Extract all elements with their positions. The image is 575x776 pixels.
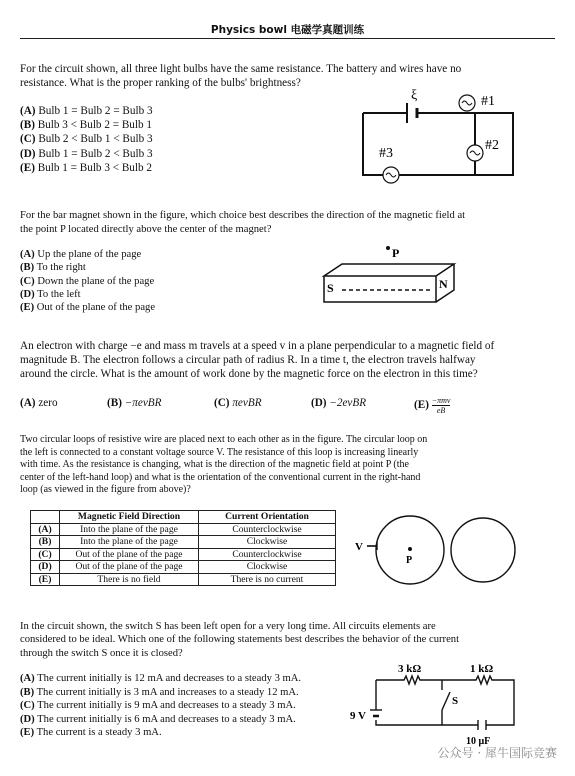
- point-p-dot: [408, 547, 412, 551]
- r2-label: 1 kΩ: [470, 663, 494, 675]
- table-row[interactable]: (B) Into the plane of the page Clockwise: [31, 536, 336, 549]
- header-rule: [20, 38, 555, 39]
- point-p-label: P: [392, 246, 400, 260]
- q4-stem-line: with time. As the resistance is changing, what is the direction of the magnetic field at point P (the: [20, 459, 409, 471]
- q2-stem: [20, 209, 560, 237]
- table-row[interactable]: (D) Out of the plane of the page Clockwise: [31, 561, 336, 574]
- bulb2-label: #2: [485, 138, 499, 153]
- table-header: Magnetic Field Direction: [60, 511, 199, 524]
- q3-e-denominator: eB: [436, 406, 446, 415]
- q2-options: [20, 248, 155, 314]
- q2-stem-line: For the bar magnet shown in the figure, which choice best describes the direction of the magnetic field at: [20, 210, 466, 221]
- q2-option-b[interactable]: (B) To the right: [20, 262, 86, 274]
- q5-options: [20, 672, 301, 740]
- q5-option-b[interactable]: (B) The current initially is 3 mA and increases to a steady 12 mA.: [20, 686, 299, 698]
- table-row[interactable]: (A) Into the plane of the page Counterclockwise: [31, 523, 336, 536]
- q4-stem: [20, 434, 560, 497]
- q4-stem-line: loop (as viewed in the figure from above)?: [20, 484, 191, 496]
- table-header: Current Orientation: [199, 511, 336, 524]
- q3-option-c[interactable]: (C) πevBR: [214, 397, 262, 409]
- q3-stem-line: An electron with charge −e and mass m travels at a speed v in a plane perpendicular to a magnetic field of: [20, 340, 495, 352]
- q5-option-e[interactable]: (E) The current is a steady 3 mA.: [20, 727, 162, 738]
- emf-label: ξ: [411, 88, 418, 103]
- q4-stem-line: Two circular loops of resistive wire are placed next to each other as in the figure. The circular loop on: [20, 434, 428, 445]
- q1-option-e[interactable]: (E) Bulb 1 = Bulb 3 < Bulb 2: [20, 161, 152, 174]
- q3-option-d[interactable]: (D) −2evBR: [311, 397, 367, 409]
- point-p-label: P: [406, 555, 413, 566]
- q3-stem-line: magnitude B. The electron follows a circular path of radius R. In a time t, the electron travels halfway: [20, 354, 476, 366]
- q5-stem-line: In the circuit shown, the switch S has been left open for a very long time. All circuits elements are: [20, 621, 436, 632]
- capacitor-label: 10 μF: [466, 736, 491, 747]
- q2-stem-line: the point P located directly above the center of the magnet?: [20, 224, 272, 235]
- q4-stem-line: center of the left-hand loop) and what is the orientation of the conventional current in the right-hand: [20, 471, 421, 483]
- right-loop: [451, 518, 515, 582]
- r1-label: 3 kΩ: [398, 663, 422, 675]
- q5-option-d[interactable]: (D) The current initially is 6 mA and decreases to a steady 3 mA.: [20, 713, 296, 725]
- q1-option-c[interactable]: (C) Bulb 2 < Bulb 1 < Bulb 3: [20, 133, 153, 146]
- q3-stem: [20, 339, 560, 381]
- q3-e-numerator: −πmv: [431, 396, 451, 405]
- q3-stem-line: around the circle. What is the amount of work done by the magnetic force on the electron in this time?: [20, 368, 478, 380]
- q3-option-e[interactable]: (E) −πmv eB: [414, 396, 451, 415]
- q3-option-a[interactable]: (A) zero: [20, 397, 58, 409]
- bar-magnet-diagram: [320, 240, 470, 310]
- q5-stem-line: considered to be ideal. Which one of the following statements best describes the behavior of the current: [20, 634, 460, 646]
- q2-option-a[interactable]: (A) Up the plane of the page: [20, 249, 142, 260]
- bulb3-label: #3: [379, 146, 393, 161]
- q2-option-c[interactable]: (C) Down the plane of the page: [20, 275, 155, 287]
- q2-option-d[interactable]: (D) To the left: [20, 288, 81, 300]
- q1-circuit-diagram: [355, 85, 535, 185]
- two-loops-diagram: [355, 512, 525, 592]
- q5-option-c[interactable]: (C) The current initially is 9 mA and decreases to a steady 3 mA.: [20, 700, 296, 711]
- q5-stem-line: through the switch S once it is closed?: [20, 647, 183, 659]
- q4-answer-table: [30, 510, 336, 586]
- table-header: [31, 511, 60, 524]
- q1-options: [20, 104, 153, 175]
- q1-stem-line: For the circuit shown, all three light bulbs have the same resistance. The battery and wires have no: [20, 63, 462, 75]
- q1-stem-line: resistance. What is the proper ranking of the bulbs' brightness?: [20, 77, 301, 89]
- bulb1-label: #1: [481, 94, 495, 109]
- q3-option-b[interactable]: (B) −πevBR: [107, 397, 162, 409]
- q4-stem-line: the left is connected to a constant voltage source V. The resistance of this loop is increasing linearly: [20, 446, 419, 458]
- table-row[interactable]: (C) Out of the plane of the page Counterclockwise: [31, 548, 336, 561]
- q2-option-e[interactable]: (E) Out of the plane of the page: [20, 302, 156, 314]
- table-row[interactable]: (E) There is no field There is no current: [31, 573, 336, 586]
- south-pole-label: S: [327, 281, 334, 295]
- switch-label: S: [452, 695, 459, 707]
- north-pole-label: N: [439, 277, 448, 291]
- page-header: Physics bowl 电磁学真题训练: [210, 24, 365, 36]
- q1-option-a[interactable]: (A) Bulb 1 = Bulb 2 = Bulb 3: [20, 105, 153, 117]
- watermark: 公众号 · 犀牛国际竞赛: [437, 746, 557, 760]
- voltage-source-label: V: [355, 541, 363, 553]
- q5-stem: [20, 620, 560, 660]
- table-header-row: [31, 511, 336, 524]
- q1-option-b[interactable]: (B) Bulb 3 < Bulb 2 = Bulb 1: [20, 119, 152, 132]
- q1-option-d[interactable]: (D) Bulb 1 = Bulb 2 < Bulb 3: [20, 147, 153, 160]
- battery-label: 9 V: [350, 710, 366, 722]
- q5-option-a[interactable]: (A) The current initially is 12 mA and decreases to a steady 3 mA.: [20, 673, 302, 684]
- point-p-dot: [386, 246, 390, 250]
